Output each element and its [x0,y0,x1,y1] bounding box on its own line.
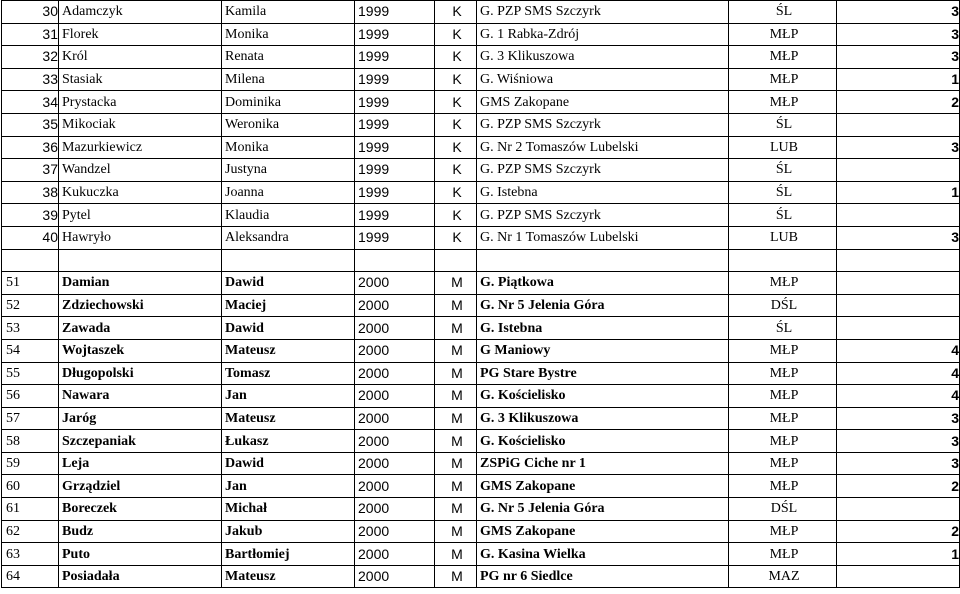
start-number-cell: 39 [2,204,59,227]
points-cell: 2 [837,91,960,114]
surname-cell: Prystacka [59,91,222,114]
birth-year-cell: 2000 [355,565,435,588]
sex-cell: K [435,23,477,46]
start-number-cell: 61 [2,498,59,521]
surname-cell: Nawara [59,385,222,408]
empty-cell [435,249,477,272]
empty-cell [2,249,59,272]
birth-year-cell: 1999 [355,91,435,114]
region-cell: ŚL [729,317,837,340]
empty-cell [729,249,837,272]
points-cell [837,159,960,182]
points-cell: 3 [837,430,960,453]
sex-cell: M [435,339,477,362]
start-number-cell: 54 [2,339,59,362]
first-name-cell: Dominika [222,91,355,114]
birth-year-cell: 2000 [355,452,435,475]
table-row [2,204,960,227]
first-name-cell: Milena [222,68,355,91]
sex-cell: K [435,204,477,227]
sex-cell: M [435,407,477,430]
first-name-cell: Aleksandra [222,226,355,249]
region-cell: MŁP [729,23,837,46]
school-club-cell: G. Istebna [477,317,729,340]
school-club-cell: G. 1 Rabka-Zdrój [477,23,729,46]
first-name-cell: Łukasz [222,430,355,453]
birth-year-cell: 1999 [355,113,435,136]
region-cell: MŁP [729,68,837,91]
start-number-cell: 51 [2,272,59,295]
sex-cell: M [435,452,477,475]
sex-cell: M [435,362,477,385]
table-row [2,430,960,453]
start-number-cell: 59 [2,452,59,475]
surname-cell: Wandzel [59,159,222,182]
birth-year-cell: 2000 [355,339,435,362]
table-row [2,543,960,566]
region-cell: MŁP [729,452,837,475]
table-row [2,498,960,521]
start-number-cell: 58 [2,430,59,453]
region-cell: LUB [729,226,837,249]
school-club-cell: G. PZP SMS Szczyrk [477,113,729,136]
table-row [2,113,960,136]
surname-cell: Damian [59,272,222,295]
region-cell: MŁP [729,362,837,385]
surname-cell: Jaróg [59,407,222,430]
start-number-cell: 37 [2,159,59,182]
points-cell: 2 [837,520,960,543]
birth-year-cell: 1999 [355,181,435,204]
region-cell: MŁP [729,520,837,543]
points-cell [837,204,960,227]
surname-cell: Florek [59,23,222,46]
birth-year-cell: 1999 [355,226,435,249]
birth-year-cell: 2000 [355,498,435,521]
points-cell: 3 [837,136,960,159]
school-club-cell: G. Nr 5 Jelenia Góra [477,294,729,317]
first-name-cell: Michał [222,498,355,521]
table-row [2,91,960,114]
school-club-cell: GMS Zakopane [477,475,729,498]
table-row [2,46,960,69]
sex-cell: M [435,385,477,408]
school-club-cell: G. Wiśniowa [477,68,729,91]
start-number-cell: 53 [2,317,59,340]
region-cell: MŁP [729,543,837,566]
birth-year-cell: 1999 [355,23,435,46]
points-cell: 3 [837,46,960,69]
table-row [2,294,960,317]
first-name-cell: Tomasz [222,362,355,385]
sex-cell: M [435,520,477,543]
school-club-cell: PG nr 6 Siedlce [477,565,729,588]
start-number-cell: 57 [2,407,59,430]
first-name-cell: Monika [222,23,355,46]
birth-year-cell: 2000 [355,272,435,295]
table-row [2,452,960,475]
first-name-cell: Joanna [222,181,355,204]
surname-cell: Długopolski [59,362,222,385]
first-name-cell: Renata [222,46,355,69]
school-club-cell: G. Nr 2 Tomaszów Lubelski [477,136,729,159]
birth-year-cell: 1999 [355,159,435,182]
sex-cell: M [435,272,477,295]
school-club-cell: ZSPiG Ciche nr 1 [477,452,729,475]
first-name-cell: Bartłomiej [222,543,355,566]
start-number-cell: 36 [2,136,59,159]
start-number-cell: 35 [2,113,59,136]
points-cell: 3 [837,226,960,249]
table-row [2,1,960,24]
start-number-cell: 32 [2,46,59,69]
sex-cell: K [435,136,477,159]
sex-cell: K [435,181,477,204]
first-name-cell: Maciej [222,294,355,317]
points-cell: 3 [837,1,960,24]
school-club-cell: GMS Zakopane [477,520,729,543]
empty-cell [477,249,729,272]
table-row [2,407,960,430]
start-number-cell: 31 [2,23,59,46]
sex-cell: M [435,294,477,317]
birth-year-cell: 1999 [355,1,435,24]
points-cell: 4 [837,385,960,408]
first-name-cell: Mateusz [222,339,355,362]
surname-cell: Budz [59,520,222,543]
surname-cell: Król [59,46,222,69]
start-number-cell: 63 [2,543,59,566]
birth-year-cell: 2000 [355,407,435,430]
empty-cell [837,249,960,272]
birth-year-cell: 2000 [355,430,435,453]
points-cell: 3 [837,23,960,46]
region-cell: MŁP [729,407,837,430]
empty-cell [355,249,435,272]
empty-cell [59,249,222,272]
first-name-cell: Monika [222,136,355,159]
surname-cell: Wojtaszek [59,339,222,362]
surname-cell: Kukuczka [59,181,222,204]
sex-cell: K [435,226,477,249]
surname-cell: Stasiak [59,68,222,91]
sex-cell: K [435,113,477,136]
table-row [2,181,960,204]
start-number-cell: 52 [2,294,59,317]
sex-cell: K [435,68,477,91]
surname-cell: Pytel [59,204,222,227]
birth-year-cell: 2000 [355,362,435,385]
points-cell: 4 [837,339,960,362]
region-cell: MAZ [729,565,837,588]
first-name-cell: Dawid [222,317,355,340]
table-row [2,565,960,588]
start-number-cell: 30 [2,1,59,24]
sex-cell: K [435,91,477,114]
school-club-cell: G. Nr 1 Tomaszów Lubelski [477,226,729,249]
points-cell [837,272,960,295]
sex-cell: M [435,475,477,498]
birth-year-cell: 2000 [355,520,435,543]
start-number-cell: 64 [2,565,59,588]
table-row [2,136,960,159]
birth-year-cell: 1999 [355,46,435,69]
region-cell: MŁP [729,385,837,408]
region-cell: MŁP [729,272,837,295]
table-row [2,475,960,498]
sex-cell: M [435,317,477,340]
table-row [2,317,960,340]
surname-cell: Mazurkiewicz [59,136,222,159]
sex-cell: K [435,1,477,24]
points-cell: 1 [837,543,960,566]
region-cell: MŁP [729,339,837,362]
school-club-cell: G. PZP SMS Szczyrk [477,1,729,24]
region-cell: ŚL [729,159,837,182]
school-club-cell: G. Kościelisko [477,385,729,408]
region-cell: DŚL [729,498,837,521]
birth-year-cell: 2000 [355,317,435,340]
first-name-cell: Justyna [222,159,355,182]
birth-year-cell: 2000 [355,294,435,317]
points-cell: 1 [837,68,960,91]
table-row [2,68,960,91]
birth-year-cell: 1999 [355,68,435,91]
surname-cell: Boreczek [59,498,222,521]
school-club-cell: G. 3 Klikuszowa [477,46,729,69]
first-name-cell: Klaudia [222,204,355,227]
points-cell: 4 [837,362,960,385]
start-number-cell: 34 [2,91,59,114]
sex-cell: K [435,46,477,69]
first-name-cell: Jan [222,385,355,408]
school-club-cell: G. Istebna [477,181,729,204]
sex-cell: M [435,565,477,588]
school-club-cell: G. Nr 5 Jelenia Góra [477,498,729,521]
surname-cell: Posiadała [59,565,222,588]
start-number-cell: 62 [2,520,59,543]
points-cell: 3 [837,407,960,430]
region-cell: ŚL [729,1,837,24]
points-cell [837,565,960,588]
region-cell: LUB [729,136,837,159]
region-cell: MŁP [729,475,837,498]
points-cell [837,294,960,317]
table-row [2,385,960,408]
start-number-cell: 56 [2,385,59,408]
region-cell: DŚL [729,294,837,317]
first-name-cell: Mateusz [222,565,355,588]
points-cell [837,113,960,136]
sex-cell: M [435,498,477,521]
empty-cell [222,249,355,272]
birth-year-cell: 1999 [355,136,435,159]
region-cell: MŁP [729,46,837,69]
surname-cell: Adamczyk [59,1,222,24]
first-name-cell: Weronika [222,113,355,136]
surname-cell: Zdziechowski [59,294,222,317]
sex-cell: M [435,430,477,453]
first-name-cell: Jan [222,475,355,498]
table-row [2,226,960,249]
surname-cell: Szczepaniak [59,430,222,453]
first-name-cell: Mateusz [222,407,355,430]
first-name-cell: Dawid [222,452,355,475]
first-name-cell: Kamila [222,1,355,24]
first-name-cell: Jakub [222,520,355,543]
points-cell: 3 [837,452,960,475]
start-number-cell: 55 [2,362,59,385]
sex-cell: K [435,159,477,182]
surname-cell: Hawryło [59,226,222,249]
region-cell: ŚL [729,113,837,136]
table-row [2,520,960,543]
school-club-cell: G. PZP SMS Szczyrk [477,159,729,182]
surname-cell: Grządziel [59,475,222,498]
school-club-cell: GMS Zakopane [477,91,729,114]
school-club-cell: G. 3 Klikuszowa [477,407,729,430]
birth-year-cell: 2000 [355,475,435,498]
empty-separator-row [2,249,960,272]
surname-cell: Puto [59,543,222,566]
surname-cell: Leja [59,452,222,475]
first-name-cell: Dawid [222,272,355,295]
school-club-cell: G. PZP SMS Szczyrk [477,204,729,227]
birth-year-cell: 2000 [355,543,435,566]
school-club-cell: G. Kościelisko [477,430,729,453]
results-table-body [2,1,960,588]
points-cell [837,498,960,521]
birth-year-cell: 2000 [355,385,435,408]
table-row [2,159,960,182]
points-cell: 1 [837,181,960,204]
school-club-cell: G. Piątkowa [477,272,729,295]
points-cell [837,317,960,340]
table-row [2,272,960,295]
surname-cell: Zawada [59,317,222,340]
start-number-cell: 60 [2,475,59,498]
birth-year-cell: 1999 [355,204,435,227]
school-club-cell: PG Stare Bystre [477,362,729,385]
region-cell: ŚL [729,204,837,227]
table-row [2,339,960,362]
results-table [1,0,960,588]
points-cell: 2 [837,475,960,498]
table-row [2,362,960,385]
table-row [2,23,960,46]
start-number-cell: 33 [2,68,59,91]
region-cell: ŚL [729,181,837,204]
region-cell: MŁP [729,430,837,453]
start-number-cell: 38 [2,181,59,204]
surname-cell: Mikociak [59,113,222,136]
school-club-cell: G Maniowy [477,339,729,362]
school-club-cell: G. Kasina Wielka [477,543,729,566]
start-number-cell: 40 [2,226,59,249]
region-cell: MŁP [729,91,837,114]
sex-cell: M [435,543,477,566]
